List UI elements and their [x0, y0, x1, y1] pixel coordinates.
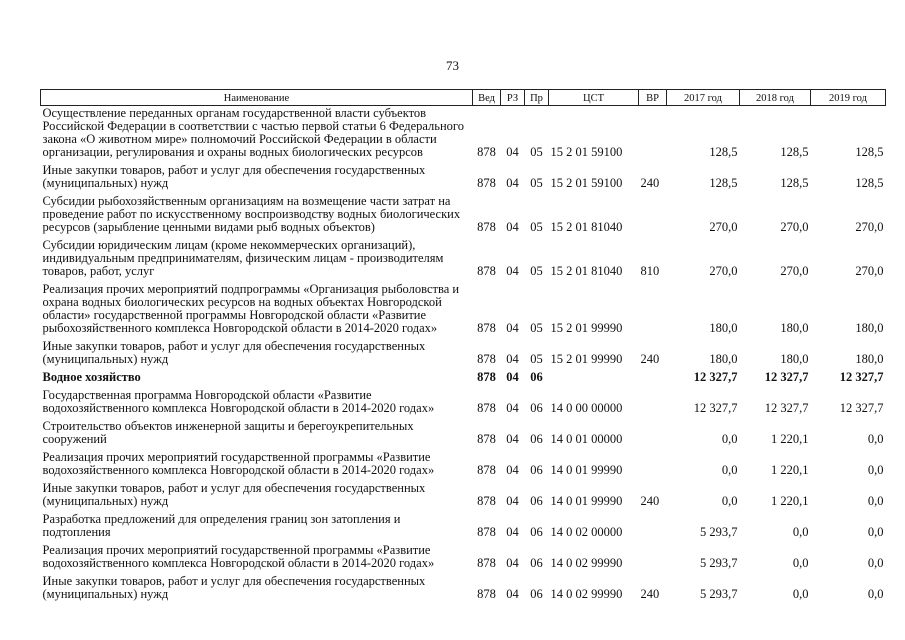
row-rz: 04 — [506, 145, 519, 159]
row-name: Водное хозяйство — [42, 370, 141, 384]
row-vr — [639, 419, 667, 450]
row-vr — [639, 543, 667, 574]
row-amount-2019: 12 327,7 — [839, 401, 884, 415]
row-vr: 240 — [640, 494, 660, 508]
page-number: 73 — [446, 58, 459, 73]
row-amount-2017: 0,0 — [721, 463, 738, 477]
row-vr — [639, 106, 667, 164]
row-rz: 04 — [506, 401, 519, 415]
row-amount-2017: 180,0 — [709, 321, 738, 335]
row-rz: 04 — [506, 321, 519, 335]
row-pr: 05 — [530, 176, 543, 190]
row-amount-2019: 180,0 — [855, 352, 884, 366]
budget-table — [40, 89, 886, 605]
row-pr: 06 — [530, 525, 543, 539]
row-rz: 04 — [506, 220, 519, 234]
table-row — [41, 106, 886, 164]
row-amount-2017: 128,5 — [709, 176, 738, 190]
row-amount-2018: 128,5 — [780, 176, 809, 190]
header-pr: Пр — [525, 90, 549, 106]
row-rz: 04 — [506, 494, 519, 508]
row-amount-2019: 0,0 — [867, 556, 884, 570]
row-rz: 04 — [506, 176, 519, 190]
row-amount-2019: 0,0 — [867, 525, 884, 539]
row-vr — [639, 388, 667, 419]
row-pr: 06 — [530, 494, 543, 508]
row-vr — [639, 512, 667, 543]
table-row — [41, 512, 886, 543]
row-amount-2017: 5 293,7 — [700, 525, 738, 539]
row-rz: 04 — [506, 370, 519, 384]
row-amount-2017: 0,0 — [721, 494, 738, 508]
row-cst: 14 0 02 00000 — [550, 525, 623, 539]
table-row — [41, 370, 886, 388]
row-rz: 04 — [506, 264, 519, 278]
row-name: Осуществление переданных органам государственной власти субъектов Российской Федерации в соответствии с частью первой статьи 6 Федерального закона «О животном мире» полномочий Российской Федерации в области организации, регулирования и охраны водных биологических ресурсов — [42, 106, 464, 159]
row-ved: 878 — [477, 370, 496, 384]
row-amount-2017: 5 293,7 — [700, 587, 738, 601]
row-name: Реализация прочих мероприятий государственной программы «Развитие водохозяйственного комплекса Новгородской области в 2014-2020 годах» — [42, 543, 435, 570]
row-amount-2019: 128,5 — [855, 145, 884, 159]
row-cst: 14 0 02 99990 — [550, 556, 623, 570]
row-amount-2019: 270,0 — [855, 264, 884, 278]
row-name: Субсидии юридическим лицам (кроме некоммерческих организаций), индивидуальным предпринимателям, физическим лицам - производителям товаров, работ, услуг — [42, 238, 444, 278]
row-vr: 240 — [640, 352, 660, 366]
row-name: Реализация прочих мероприятий государственной программы «Развитие водохозяйственного комплекса Новгородской области в 2014-2020 годах» — [42, 450, 435, 477]
row-amount-2019: 0,0 — [867, 494, 884, 508]
row-cst: 14 0 01 99990 — [550, 494, 623, 508]
header-cst: ЦСТ — [549, 90, 639, 106]
header-2018: 2018 год — [740, 90, 811, 106]
row-pr: 05 — [530, 352, 543, 366]
row-vr — [639, 450, 667, 481]
row-name: Государственная программа Новгородской области «Развитие водохозяйственного комплекса Новгородской области в 2014-2020 годах» — [42, 388, 435, 415]
table-row — [41, 543, 886, 574]
table-row — [41, 282, 886, 339]
row-ved: 878 — [477, 176, 496, 190]
row-amount-2019: 0,0 — [867, 432, 884, 446]
row-pr: 05 — [530, 145, 543, 159]
row-vr: 240 — [640, 176, 660, 190]
row-rz: 04 — [506, 432, 519, 446]
row-cst: 14 0 01 00000 — [550, 432, 623, 446]
header-name: Наименование — [41, 90, 473, 106]
row-ved: 878 — [477, 556, 496, 570]
row-ved: 878 — [477, 220, 496, 234]
row-amount-2017: 270,0 — [709, 220, 738, 234]
row-vr: 810 — [640, 264, 660, 278]
row-amount-2017: 128,5 — [709, 145, 738, 159]
row-amount-2017: 12 327,7 — [693, 401, 738, 415]
row-amount-2018: 180,0 — [780, 352, 809, 366]
header-rz: РЗ — [501, 90, 525, 106]
row-rz: 04 — [506, 463, 519, 477]
row-pr: 06 — [530, 370, 543, 384]
row-amount-2018: 1 220,1 — [771, 463, 809, 477]
row-cst: 15 2 01 81040 — [550, 264, 623, 278]
row-name: Иные закупки товаров, работ и услуг для обеспечения государственных (муниципальных) нужд — [42, 481, 426, 508]
row-amount-2018: 12 327,7 — [764, 401, 809, 415]
row-ved: 878 — [477, 587, 496, 601]
row-name: Субсидии рыбохозяйственным организациям на возмещение части затрат на проведение работ по искусственному воспроизводству водных биологических ресурсов (зарыбление ценными видами рыб водных объектов) — [42, 194, 461, 234]
row-vr: 240 — [640, 587, 660, 601]
row-ved: 878 — [477, 494, 496, 508]
row-amount-2018: 12 327,7 — [764, 370, 809, 384]
row-amount-2019: 270,0 — [855, 220, 884, 234]
table-row — [41, 419, 886, 450]
table-row — [41, 163, 886, 194]
row-amount-2018: 270,0 — [780, 264, 809, 278]
row-cst: 15 2 01 81040 — [550, 220, 623, 234]
row-rz: 04 — [506, 587, 519, 601]
row-cst: 14 0 01 99990 — [550, 463, 623, 477]
row-amount-2018: 128,5 — [780, 145, 809, 159]
row-ved: 878 — [477, 463, 496, 477]
row-cst: 15 2 01 99990 — [550, 352, 623, 366]
table-row — [41, 238, 886, 282]
table-row — [41, 339, 886, 370]
row-amount-2017: 0,0 — [721, 432, 738, 446]
row-amount-2019: 12 327,7 — [839, 370, 884, 384]
row-cst: 15 2 01 59100 — [550, 176, 623, 190]
row-name: Реализация прочих мероприятий подпрограммы «Организация рыболовства и охрана водных биологических ресурсов на водных объектах Новгородской области» государственной программы Новгородской области «Развитие рыбохозяйственного комплекса Новгородской области в 2014-2020 годах» — [42, 282, 460, 335]
row-amount-2018: 1 220,1 — [771, 494, 809, 508]
row-vr — [639, 370, 667, 388]
row-pr: 05 — [530, 321, 543, 335]
row-amount-2019: 180,0 — [855, 321, 884, 335]
row-ved: 878 — [477, 321, 496, 335]
row-vr — [639, 194, 667, 238]
row-name: Строительство объектов инженерной защиты и берегоукрепительных сооружений — [42, 419, 414, 446]
row-cst: 15 2 01 99990 — [550, 321, 623, 335]
row-rz: 04 — [506, 556, 519, 570]
row-cst: 14 0 02 99990 — [550, 587, 623, 601]
row-pr: 05 — [530, 264, 543, 278]
table-row — [41, 574, 886, 605]
table-row — [41, 481, 886, 512]
header-2017: 2017 год — [667, 90, 740, 106]
row-amount-2018: 0,0 — [792, 587, 809, 601]
row-amount-2018: 180,0 — [780, 321, 809, 335]
header-vr: ВР — [639, 90, 667, 106]
row-name: Иные закупки товаров, работ и услуг для обеспечения государственных (муниципальных) нужд — [42, 574, 426, 601]
row-ved: 878 — [477, 264, 496, 278]
row-cst: 15 2 01 59100 — [550, 145, 623, 159]
row-amount-2018: 270,0 — [780, 220, 809, 234]
row-amount-2017: 180,0 — [709, 352, 738, 366]
table-row — [41, 388, 886, 419]
header-2019: 2019 год — [811, 90, 886, 106]
row-pr: 06 — [530, 587, 543, 601]
table-row — [41, 450, 886, 481]
row-rz: 04 — [506, 352, 519, 366]
row-rz: 04 — [506, 525, 519, 539]
row-name: Разработка предложений для определения границ зон затопления и подтопления — [42, 512, 401, 539]
row-ved: 878 — [477, 401, 496, 415]
header-ved: Вед — [473, 90, 501, 106]
row-ved: 878 — [477, 145, 496, 159]
row-pr: 06 — [530, 432, 543, 446]
row-ved: 878 — [477, 525, 496, 539]
row-pr: 05 — [530, 220, 543, 234]
row-amount-2018: 0,0 — [792, 556, 809, 570]
row-cst: 14 0 00 00000 — [550, 401, 623, 415]
row-amount-2017: 270,0 — [709, 264, 738, 278]
row-pr: 06 — [530, 463, 543, 477]
table-row — [41, 194, 886, 238]
row-pr: 06 — [530, 556, 543, 570]
row-ved: 878 — [477, 352, 496, 366]
row-pr: 06 — [530, 401, 543, 415]
row-name: Иные закупки товаров, работ и услуг для обеспечения государственных (муниципальных) нужд — [42, 339, 426, 366]
row-amount-2019: 0,0 — [867, 463, 884, 477]
row-amount-2017: 5 293,7 — [700, 556, 738, 570]
row-amount-2018: 1 220,1 — [771, 432, 809, 446]
row-amount-2019: 0,0 — [867, 587, 884, 601]
row-vr — [639, 282, 667, 339]
row-amount-2019: 128,5 — [855, 176, 884, 190]
table-header-row — [41, 90, 886, 106]
row-amount-2018: 0,0 — [792, 525, 809, 539]
row-ved: 878 — [477, 432, 496, 446]
row-amount-2017: 12 327,7 — [693, 370, 738, 384]
row-cst — [549, 370, 639, 388]
row-name: Иные закупки товаров, работ и услуг для обеспечения государственных (муниципальных) нужд — [42, 163, 426, 190]
table-body — [41, 106, 886, 606]
